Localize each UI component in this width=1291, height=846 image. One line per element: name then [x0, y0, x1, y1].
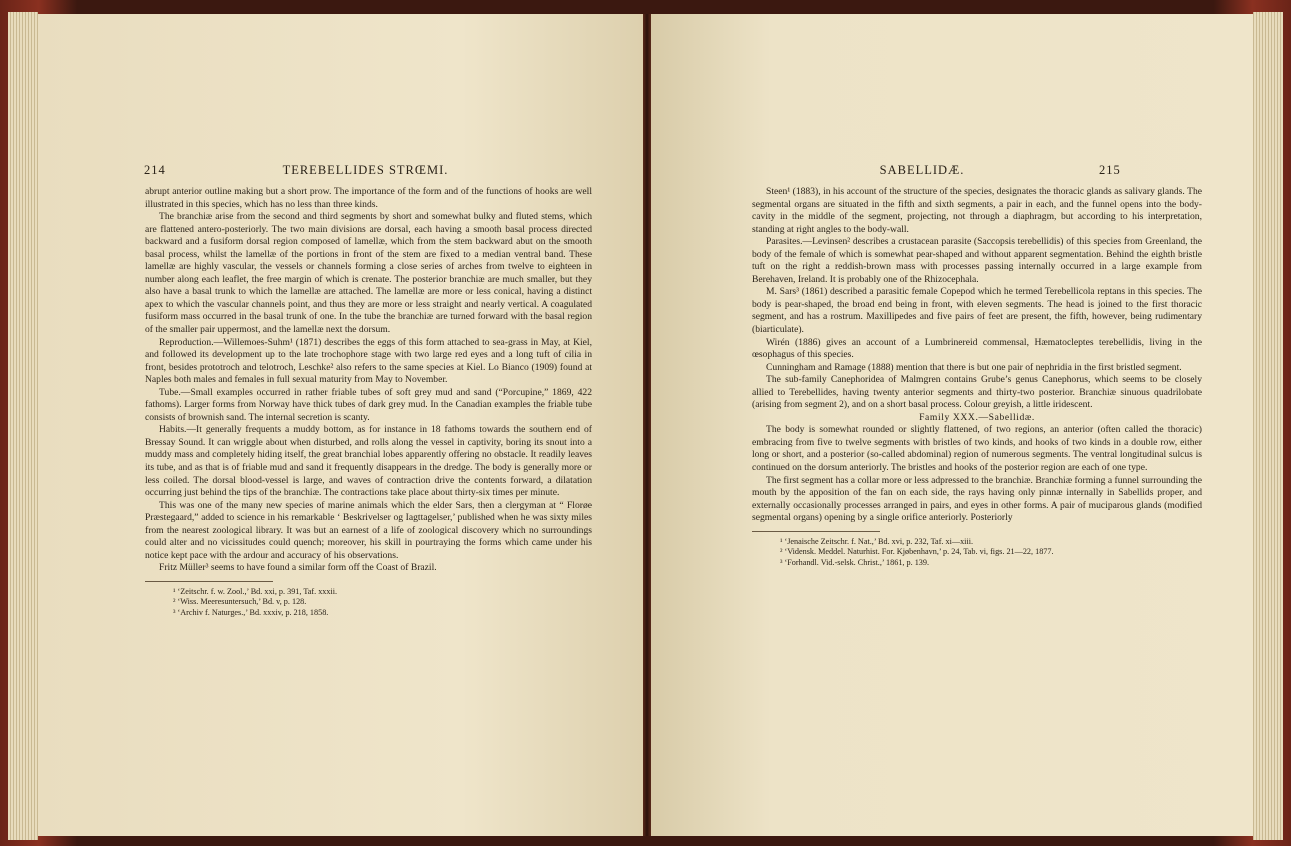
book-gutter: [643, 14, 651, 836]
left-page-edges: [8, 12, 38, 840]
paragraph: Habits.—It generally frequents a muddy bottom, as for instance in 18 fathoms towards the southern end of Bressay Sound. It can wriggle about when disturbed, and rolls along the vessel in captivity, boring its snout into a muddy mass and completely hiding itself, the great branchial lobes apparently offering no obstacle. It readily leaves its tube, and as that is of friable mud and sand it frequently disappears in the dredge. The body is generally more or less coiled. The dorsal blood-vessel is large, and waves of contraction drive the contents forward, a dilatation occurring just behind the tips of the branchiæ. The contractions take place about thirty-six times per minute.: [145, 424, 592, 499]
paragraph: The first segment has a collar more or less adpressed to the branchiæ. Branchiæ forming a funnel surrounding the mouth by the apposition of the fan on each side, the rays having only pinnæ internally in Sabellids proper, and externally occasionally processes arranged in pairs, and eyes in other forms. A pair of muciparous glands (modified segmental organs) opening by a single orifice anteriorly. Posteriorly: [752, 474, 1202, 524]
left-text-body: [145, 186, 592, 618]
paragraph: Fritz Müller³ seems to have found a similar form off the Coast of Brazil.: [159, 562, 437, 574]
right-text-body: [752, 186, 1202, 568]
paragraph: The branchiæ arise from the second and third segments by short and somewhat bulky and fluted stems, which are flattened antero-posteriorly. The two main divisions are dorsal, each having a smooth basal process directed backward and a fusiform dorsal region composed of lamellæ, which from the stem backward abut on the smooth basal process, whilst the lamellæ of the portions in front of the stem are fixed to a median ventral band. These lamellæ are highly vascular, the vessels or channels forming a close series of arches from twelve to eighteen in number along each leaflet, the free margin of which is crenate. The posterior branchiæ are much smaller, but they also have a basal trunk to which the lamellæ are attached. The lamellæ are more or less conical, having a distinct apex to which the vascular channels point, and thus they are more or less straight and nearly vertical. A coagulated fusiform mass occurred in the basal trunk of one. In the tube the branchiæ are turned forward with the basal region of the smaller pair uppermost, and the lamellæ next the dorsum.: [145, 211, 592, 336]
footnote-rule: [145, 581, 273, 582]
paragraph: Cunningham and Ramage (1888) mention that there is but one pair of nephridia in the first bristled segment.: [766, 361, 1182, 373]
running-title: TEREBELLIDES STRŒMI.: [282, 163, 449, 177]
footnotes: [752, 537, 1202, 569]
footnote: ³ ‘Forhandl. Vid.-selsk. Christ.,’ 1861, p. 139.: [780, 557, 930, 567]
left-running-head: [38, 163, 643, 179]
right-page: [651, 14, 1253, 836]
running-title: SABELLIDÆ.: [879, 163, 965, 177]
paragraph: Reproduction.—Willemoes-Suhm¹ (1871) describes the eggs of this form attached to sea-grass in May, at Kiel, and followed its development up to the late trochophore stage with two large red eyes and a long tuft of cilia in front, besides prototroch and telotroch, Leschke² also refers to the same species at Kiel. Lo Bianco (1909) found at Naples both males and females in full sexual maturity from May to November.: [145, 336, 592, 386]
family-heading: Family XXX.—Sabellidæ.: [919, 411, 1035, 423]
footnote: ³ ‘Archiv f. Naturges.,’ Bd. xxxiv, p. 218, 1858.: [173, 607, 329, 617]
footnote-rule: [752, 531, 880, 532]
right-running-head: [651, 163, 1253, 179]
paragraph: M. Sars³ (1861) described a parasitic female Copepod which he termed Terebellicola reptans in this species. The body is pear-shaped, the broad end being in front, with eleven segments. The head is joined to the first thoracic segment, and has a rostrum. Maxillipedes and five pairs of feet are present, the fifth, however, being rudimentary (biarticulate).: [752, 286, 1202, 336]
footnotes: [145, 587, 592, 619]
paragraph: abrupt anterior outline making but a short prow. The importance of the form and of the functions of hooks are well illustrated in this species, which has no less than three kinds.: [145, 186, 592, 210]
page-number: 214: [144, 163, 166, 177]
right-page-edges: [1253, 12, 1283, 840]
footnote: ¹ ‘Jenaische Zeitschr. f. Nat.,’ Bd. xvi, p. 232, Taf. xi—xiii.: [780, 536, 974, 546]
paragraph: Steen¹ (1883), in his account of the structure of the species, designates the thoracic glands as salivary glands. The segmental organs are situated in the fifth and sixth segments, a pair in each, and the funnel opens into the body-cavity in the middle of the segment, projecting, not through a diaphragm, but according to his interpretation, standing at right angles to the body-wall.: [752, 186, 1202, 235]
footnote: ¹ ‘Zeitschr. f. w. Zool.,’ Bd. xxi, p. 391, Taf. xxxii.: [173, 586, 338, 596]
paragraph: The body is somewhat rounded or slightly flattened, of two regions, an anterior (often called the thoracic) embracing from five to twelve segments with bristles of two kinds, and hooks of two kinds in a double row, either long or short, and a posterior (so-called abdominal) region of numerous segments. The ventral longitudinal sulcus is continued on the dorsum anteriorly. The bristles and hooks of the posterior region are each of one type.: [752, 424, 1202, 474]
footnote: ² ‘Wiss. Meeresuntersuch,’ Bd. v, p. 128.: [173, 597, 307, 607]
page-number: 215: [1099, 163, 1121, 177]
paragraph: This was one of the many new species of marine animals which the elder Sars, then a clergyman at “ Florøe Præstegaard,” added to science in his remarkable ‘ Beskrivelser og Iagttagelser,’ published when he was sixty miles from the nearest zoological library. It was but an earnest of a life of zoological discovery which no surroundings could alter and no vicissitudes could quench; moreover, his skill in pourtraying the forms which came under his notice kept pace with the ardour and accuracy of his observations.: [145, 499, 592, 561]
paragraph: Parasites.—Levinsen² describes a crustacean parasite (Saccopsis terebellidis) of this species from Greenland, the body of the female of which is somewhat pear-shaped and without apparent segmentation. Behind the eighth bristle tuft on the right a reddish-brown mass with processes passing internally occurred in a large example from Berehaven, Ireland. It is probably one of the Rhizocephala.: [752, 236, 1202, 285]
paragraph: The sub-family Canephoridea of Malmgren contains Grube’s genus Canephorus, which seems to be closely allied to Terebellides, having twenty anterior segments and thirty-two posterior. Branchiæ sinuous quadrilobate (arising from segment 2), and on a short basal process. Colour greyish, a little iridescent.: [752, 374, 1202, 411]
paragraph: Tube.—Small examples occurred in rather friable tubes of soft grey mud and sand (“Porcupine,” 1869, 422 fathoms). Larger forms from Norway have thick tubes of dark grey mud. In the Canadian examples the friable tube consists of brownish sand. The internal secretion is scanty.: [145, 386, 592, 423]
paragraph: Wirén (1886) gives an account of a Lumbrinereid commensal, Hæmatocleptes terebellidis, living in the œsophagus of this species.: [752, 336, 1202, 361]
left-page: [38, 14, 643, 836]
footnote: ² ‘Vidensk. Meddel. Naturhist. For. Kjøbenhavn,’ p. 24, Tab. vi, figs. 21—22, 1877.: [780, 547, 1054, 557]
